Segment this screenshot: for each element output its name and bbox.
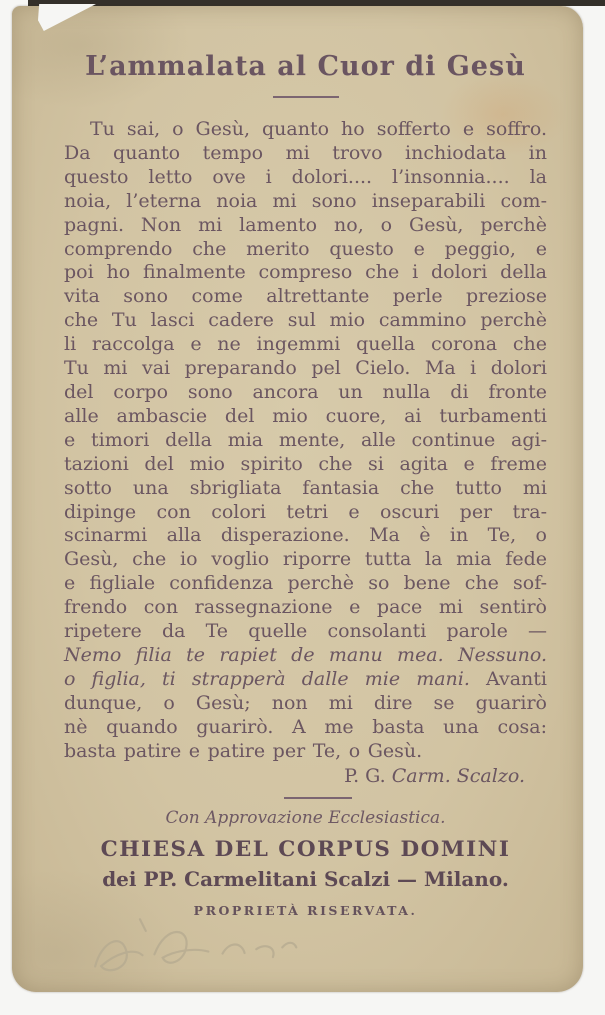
card-title: L’ammalata al Cuor di Gesù	[85, 51, 526, 82]
signature-order: Carm. Scalzo.	[391, 765, 525, 788]
body-line: comprendo che merito questo e peggio, e	[64, 237, 547, 260]
body-line: questo letto ove i dolori.... l’insonnia.... la	[64, 165, 547, 188]
body-line: noia, l’eterna noia mi sono inseparabili com-	[64, 189, 547, 212]
title-divider	[273, 96, 339, 98]
approval-line: Con Approvazione Ecclesiastica.	[165, 808, 446, 829]
order-line: dei PP. Carmelitani Scalzi — Milano.	[102, 867, 509, 892]
prayer-text	[64, 118, 547, 763]
church-name: CHIESA DEL CORPUS DOMINI	[100, 837, 511, 863]
body-line: Nemo filia te rapiet de manu mea. Nessuno.	[64, 643, 547, 666]
signature-line	[64, 764, 525, 788]
signature-initials: P. G.	[344, 765, 392, 788]
body-line: Tu sai, o Gesù, quanto ho sofferto e soffro.	[90, 118, 547, 140]
holy-card	[12, 6, 583, 992]
body-line: sotto una sbrigliata fantasia che tutto mi	[64, 476, 547, 499]
body-line: scinarmi alla disperazione. Ma è in Te, o	[64, 524, 547, 547]
body-line: dipinge con colori tetri e oscuri per tra-	[64, 500, 547, 523]
body-line: Da quanto tempo mi trovo inchiodata in	[64, 141, 547, 164]
body-line: pagni. Non mi lamento no, o Gesù, perchè	[64, 213, 547, 236]
body-line: che Tu lasci cadere sul mio cammino perchè	[64, 309, 547, 332]
body-line: poi ho finalmente compreso che i dolori della	[64, 261, 547, 284]
body-line: del corpo sono ancora un nulla di fronte	[64, 380, 547, 403]
footer-divider	[284, 797, 352, 799]
body-line: vita sono come altrettante perle preziose	[64, 285, 547, 308]
body-line: tazioni del mio spirito che si agita e freme	[64, 452, 547, 475]
body-line: e figliale confidenza perchè so bene che sof-	[64, 572, 547, 595]
body-line: dunque, o Gesù; non mi dire se guarirò	[64, 691, 547, 714]
body-line: o figlia, ti strapperà dalle mie mani. Avanti	[64, 667, 547, 690]
body-line: nè quando guarirò. A me basta una cosa:	[64, 715, 547, 738]
body-line: li raccolga e ne ingemmi quella corona che	[64, 333, 547, 356]
body-line: Tu mi vai preparando pel Cielo. Ma i dolori	[64, 357, 547, 380]
body-line: Gesù, che io voglio riporre tutta la mia fede	[64, 548, 547, 571]
rights-line: PROPRIETÀ RISERVATA.	[193, 903, 418, 919]
body-line: alle ambascie del mio cuore, ai turbamenti	[64, 404, 547, 427]
body-line: ripetere da Te quelle consolanti parole —	[64, 620, 547, 643]
body-line: e timori della mia mente, alle continue agi-	[64, 428, 547, 451]
body-line: frendo con rassegnazione e pace mi sentirò	[64, 596, 547, 619]
body-line: basta patire e patire per Te, o Gesù.	[64, 739, 423, 762]
